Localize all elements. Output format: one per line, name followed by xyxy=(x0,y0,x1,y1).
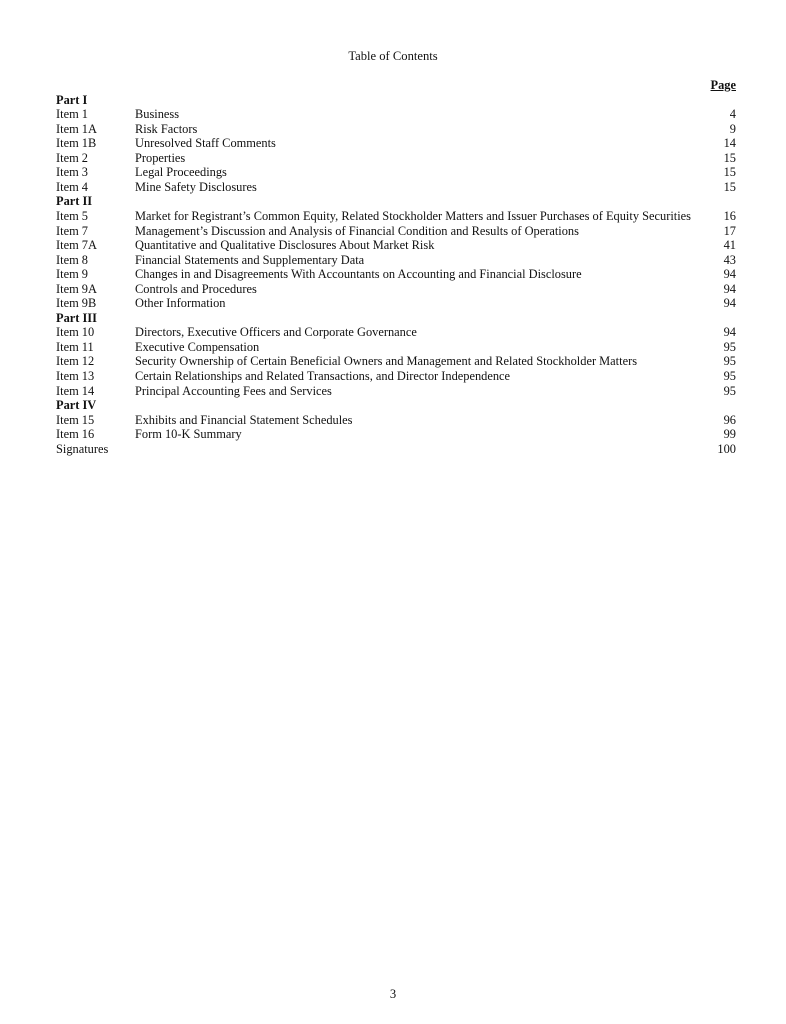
document-title: Table of Contents xyxy=(348,49,438,63)
toc-item-title: Risk Factors xyxy=(135,121,198,136)
toc-item-number: Item 10 xyxy=(56,325,95,340)
toc-page-number: 9 xyxy=(729,121,736,136)
toc-page-number: 41 xyxy=(723,238,736,253)
toc-row[interactable] xyxy=(56,340,736,355)
toc-row[interactable] xyxy=(56,224,736,239)
toc-page-number: 99 xyxy=(723,427,736,442)
toc-part-heading[interactable] xyxy=(56,398,736,413)
toc-part-heading[interactable] xyxy=(56,311,736,326)
toc-item-title: Exhibits and Financial Statement Schedules xyxy=(135,412,353,427)
toc-page-number: 96 xyxy=(723,412,736,427)
toc-part-heading[interactable] xyxy=(56,93,736,108)
toc-item-title: Business xyxy=(135,107,180,122)
toc-row[interactable] xyxy=(56,151,736,166)
toc-item-number: Item 1A xyxy=(56,121,97,136)
toc-row[interactable] xyxy=(56,413,736,428)
toc-row[interactable] xyxy=(56,442,736,457)
toc-item-title: Changes in and Disagreements With Accountants on Accounting and Financial Disclosure xyxy=(135,267,582,282)
toc-item-number: Item 7A xyxy=(56,238,97,253)
toc-row[interactable] xyxy=(56,354,736,369)
toc-rows xyxy=(56,93,736,457)
toc-item-number: Item 1 xyxy=(56,107,88,122)
toc-row[interactable] xyxy=(56,253,736,268)
toc-row[interactable] xyxy=(56,296,736,311)
toc-row[interactable] xyxy=(56,136,736,151)
toc-item-title: Other Information xyxy=(135,296,226,311)
toc-page-number: 43 xyxy=(723,252,736,267)
toc-row[interactable] xyxy=(56,238,736,253)
toc-page-number: 94 xyxy=(723,267,736,282)
toc-item-title: Quantitative and Qualitative Disclosures About Market Risk xyxy=(135,238,435,253)
toc-page-number: 100 xyxy=(717,441,736,456)
part-label: Part II xyxy=(56,194,93,209)
toc-item-number: Item 11 xyxy=(56,339,94,354)
part-label: Part I xyxy=(56,92,88,107)
toc-row[interactable] xyxy=(56,180,736,195)
toc-part-heading[interactable] xyxy=(56,194,736,209)
toc-page-number: 16 xyxy=(723,208,736,223)
toc-row[interactable] xyxy=(56,122,736,137)
toc-item-number: Item 4 xyxy=(56,179,88,194)
toc-row[interactable] xyxy=(56,165,736,180)
toc-row[interactable] xyxy=(56,427,736,442)
toc-item-number: Item 3 xyxy=(56,165,88,180)
toc-page-number: 4 xyxy=(729,107,736,122)
toc-item-number: Item 14 xyxy=(56,383,95,398)
toc-row[interactable] xyxy=(56,209,736,224)
toc-item-number: Item 9B xyxy=(56,296,97,311)
toc-page-number: 95 xyxy=(723,339,736,354)
toc-item-title: Security Ownership of Certain Beneficial Owners and Management and Related Stockholder Matters xyxy=(135,354,638,369)
toc-item-title: Controls and Procedures xyxy=(135,281,257,296)
toc-item-title: Directors, Executive Officers and Corporate Governance xyxy=(135,325,417,340)
toc-page-number: 15 xyxy=(723,165,736,180)
toc-item-number: Item 13 xyxy=(56,368,95,383)
toc-item-title: Certain Relationships and Related Transactions, and Director Independence xyxy=(135,368,511,383)
toc-item-number: Item 7 xyxy=(56,223,88,238)
part-label: Part III xyxy=(56,310,97,325)
toc-item-title: Management’s Discussion and Analysis of Financial Condition and Results of Operations xyxy=(135,223,579,238)
toc-item-title: Market for Registrant’s Common Equity, Related Stockholder Matters and Issuer Purchases of Equity Securities xyxy=(135,208,691,223)
toc-item-number: Signatures xyxy=(56,441,109,456)
toc-row[interactable] xyxy=(56,384,736,399)
toc-item-number: Item 9A xyxy=(56,281,97,296)
toc-item-title: Mine Safety Disclosures xyxy=(135,179,257,194)
toc-row[interactable] xyxy=(56,325,736,340)
toc-page-number: 94 xyxy=(723,296,736,311)
toc-page-number: 95 xyxy=(723,354,736,369)
toc-row[interactable] xyxy=(56,267,736,282)
toc-page-number: 94 xyxy=(723,281,736,296)
part-label: Part IV xyxy=(56,398,97,413)
toc-row[interactable] xyxy=(56,369,736,384)
toc-item-number: Item 2 xyxy=(56,150,88,165)
toc-item-number: Item 1B xyxy=(56,136,97,151)
toc-item-title: Unresolved Staff Comments xyxy=(135,136,276,151)
toc-page-number: 95 xyxy=(723,368,736,383)
toc-item-title: Principal Accounting Fees and Services xyxy=(135,383,332,398)
toc-item-number: Item 15 xyxy=(56,412,95,427)
toc-page-number: 94 xyxy=(723,325,736,340)
toc-row[interactable] xyxy=(56,282,736,297)
toc-item-number: Item 8 xyxy=(56,252,88,267)
page-column-header: Page xyxy=(710,78,736,92)
toc-item-title xyxy=(135,442,706,457)
toc-page-number: 15 xyxy=(723,179,736,194)
toc-page-number: 95 xyxy=(723,383,736,398)
toc-item-number: Item 9 xyxy=(56,267,88,282)
toc-item-title: Financial Statements and Supplementary Data xyxy=(135,252,365,267)
toc-item-title: Form 10-K Summary xyxy=(135,427,242,442)
toc-item-title: Legal Proceedings xyxy=(135,165,227,180)
toc-page-number: 14 xyxy=(723,136,736,151)
toc-item-number: Item 5 xyxy=(56,208,88,223)
toc-row[interactable] xyxy=(56,107,736,122)
page-number: 3 xyxy=(389,987,397,1001)
toc-page-number: 17 xyxy=(723,223,736,238)
table-of-contents xyxy=(56,78,736,456)
toc-item-number: Item 12 xyxy=(56,354,95,369)
toc-item-title: Properties xyxy=(135,150,186,165)
toc-item-title: Executive Compensation xyxy=(135,339,260,354)
toc-item-number: Item 16 xyxy=(56,427,95,442)
toc-page-number: 15 xyxy=(723,150,736,165)
